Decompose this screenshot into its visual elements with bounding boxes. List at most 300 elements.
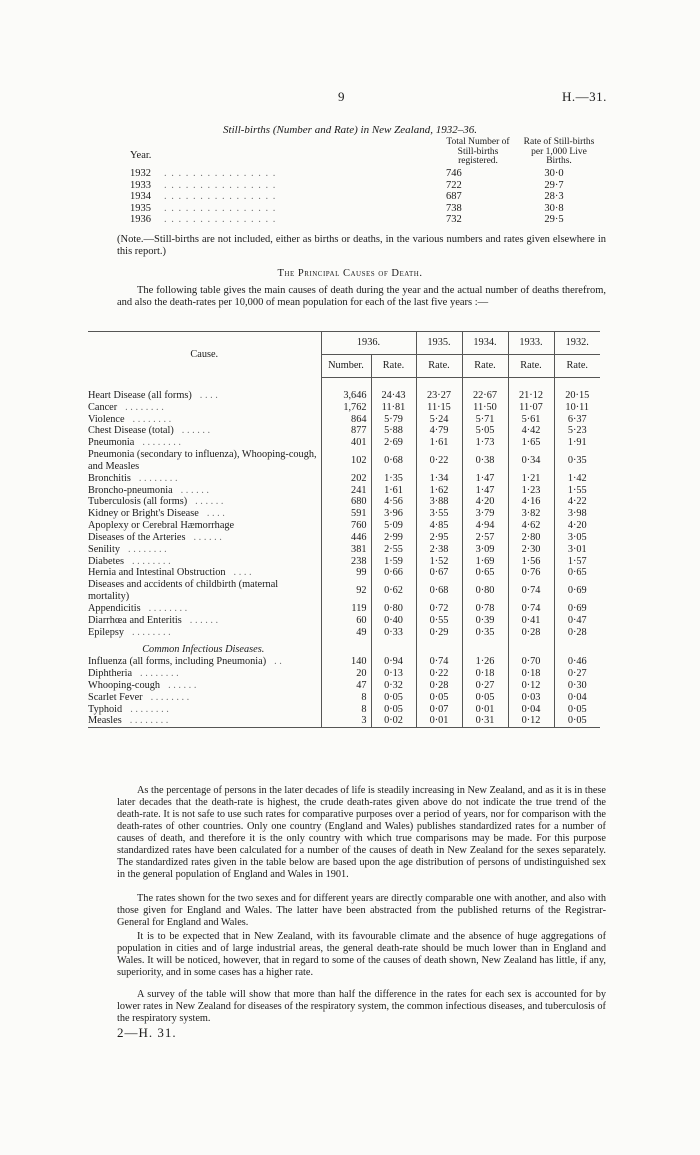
rate-cell: 0·62 [371,579,416,603]
stillbirths-title: Still-births (Number and Rate) in New Zealand, 1932–36. [223,124,477,136]
cause-label: Cancer [88,401,118,413]
number-cell: 746 [446,168,462,179]
document-reference: H.—31. [562,89,607,104]
number-cell: 238 [321,556,371,568]
cause-cell [88,704,321,716]
rate-cell: 1·65 [508,437,554,449]
cause-label: Violence [88,413,125,425]
cause-label: Diphtheria [88,668,133,680]
rate-cell: 0·32 [371,680,416,692]
cause-label: Appendicitis [88,602,141,614]
table-row [88,615,600,627]
rate-cell: 1·21 [508,473,554,485]
rate-cell: 0·01 [462,704,508,716]
table-row [88,390,600,402]
rate-cell: 3·01 [554,544,600,556]
rate-cell: 0·65 [462,567,508,579]
rate-cell: 0·05 [554,715,600,727]
cause-label: Kidney or Bright's Disease [88,508,199,520]
leader-dots: . . . . . . . . [138,472,178,484]
stillbirths-header [130,138,600,168]
leader-dots: . . . . . . [180,484,209,496]
cause-label: Bronchitis [88,472,131,484]
year-cell: 1932 [130,168,151,179]
rate-cell: 1·42 [554,473,600,485]
rate-cell: 2·99 [371,532,416,544]
number-cell: 99 [321,567,371,579]
rate-cell: 0·18 [462,668,508,680]
rate-cell: 29·7 [544,179,564,191]
rate-cell: 0·40 [371,615,416,627]
leader-dots: . . . . [199,390,218,401]
cause-cell [88,627,321,639]
rate-cell: 2·80 [508,532,554,544]
table-row [88,544,600,556]
rate-cell: 0·12 [508,680,554,692]
leader-dots: . . . . . . . . [129,715,169,727]
rate-cell: 4·16 [508,496,554,508]
rate-cell: 11·07 [508,402,554,414]
rate-cell: 0·55 [416,615,462,627]
leader-dots: . . . . . . [193,531,222,543]
rate-cell: 0·67 [416,567,462,579]
number-cell: 8 [321,704,371,716]
leader-dots: . . . . . . . . [132,626,171,638]
spacer-cell [554,378,600,391]
cause-cell [88,437,321,449]
rate-cell: 3·88 [416,496,462,508]
stillbirths-note: (Note.—Still-births are not included, either as births or deaths, in the various numbers and rates given elsewhere in this report.) [117,234,606,258]
rate-cell: 4·22 [554,496,600,508]
leader-dots: . . . . . . . . [142,437,181,449]
table-row [88,520,600,532]
table-row [88,508,600,520]
spacer-cell [371,378,416,391]
cause-cell [88,692,321,704]
rate-cell: 3·96 [371,508,416,520]
cause-label: Scarlet Fever [88,691,143,703]
cause-cell [88,567,321,579]
rate-cell: 0·68 [416,579,462,603]
page-number: 9 [338,89,345,104]
number-cell: 47 [321,680,371,692]
stillbirths-row [130,168,600,180]
rate-cell: 4·56 [371,496,416,508]
rate-cell: 0·29 [416,627,462,639]
cause-label: Broncho-pneumonia [88,484,173,496]
rate-cell: 0·70 [508,656,554,668]
rate-cell: 23·27 [416,390,462,402]
rate-cell: 11·15 [416,402,462,414]
rate-cell: 0·03 [508,692,554,704]
table-row [88,656,600,668]
number-cell: 877 [321,425,371,437]
rate-cell: 1·55 [554,485,600,497]
cause-cell [88,520,321,532]
leader-dots: . . . . . . . . [125,401,164,413]
rate-cell: 2·38 [416,544,462,556]
cause-cell [88,402,321,414]
leader-dots: . . . . . . . . [130,703,169,715]
rate-cell: 1·61 [371,485,416,497]
year-cell: 1933 [130,179,151,191]
leader-dots: . . . . . . . . . . . . . . . . [164,168,277,179]
rate-cell: 0·66 [371,567,416,579]
year-1932-header: 1932. [554,332,600,355]
rate-cell: 1·62 [416,485,462,497]
cause-label: Typhoid [88,703,123,715]
rate-cell: 1·61 [416,437,462,449]
rate-cell: 0·05 [371,692,416,704]
table-row [88,556,600,568]
empty-cell [321,644,371,656]
rate-cell: 1·52 [416,556,462,568]
cause-cell [88,508,321,520]
year-1934-header: 1934. [462,332,508,355]
cause-cell [88,496,321,508]
rate-cell: 0·18 [508,668,554,680]
spacer-row [88,378,600,391]
number-cell: 20 [321,668,371,680]
leader-dots: . . . . . . [189,614,219,626]
rate-cell: 22·67 [462,390,508,402]
number-cell: 680 [321,496,371,508]
rate-cell: 5·79 [371,414,416,426]
rate-cell: 0·35 [554,449,600,473]
rate-cell: 2·57 [462,532,508,544]
cause-cell [88,615,321,627]
rate-cell: 24·43 [371,390,416,402]
year-1935-header: 1935. [416,332,462,355]
leader-dots: . . . . . . . . . . . . . . . . [164,202,277,214]
rate-cell: 3·82 [508,508,554,520]
number-cell: 864 [321,414,371,426]
rate-cell: 4·85 [416,520,462,532]
table-row [88,704,600,716]
number-cell: 3 [321,715,371,727]
rate-cell: 0·34 [508,449,554,473]
spacer-cell [321,378,371,391]
table-row [88,668,600,680]
number-cell: 49 [321,627,371,639]
causes-of-death-table [88,331,600,728]
leader-dots: . . . . . . . . [128,543,167,555]
leader-dots: . . . . . . . . [132,555,171,567]
rate-cell: 0·46 [554,656,600,668]
cause-label: Tuberculosis (all forms) [88,496,188,508]
rate-cell: 0·05 [462,692,508,704]
number-cell: 446 [321,532,371,544]
rate-cell: 0·12 [508,715,554,727]
rate-cell: 0·47 [554,615,600,627]
sub-number-header: Number. [321,355,371,378]
leader-dots: . . . . [233,567,252,579]
rate-cell: 5·09 [371,520,416,532]
empty-cell [371,644,416,656]
rate-cell: 0·76 [508,567,554,579]
table-row [88,402,600,414]
rate-cell: 5·61 [508,414,554,426]
rate-cell: 2·55 [371,544,416,556]
cause-label: Apoplexy or Cerebral Hæmorrhage [88,520,235,532]
cause-label: Measles [88,715,122,727]
table-row [88,414,600,426]
infectious-section-title: Common Infectious Diseases. [142,644,265,656]
rate-cell: 5·23 [554,425,600,437]
rate-cell: 10·11 [554,402,600,414]
rate-cell: 30·8 [544,202,564,214]
leader-dots: . . . . . . [168,679,197,691]
cause-cell [88,668,321,680]
number-cell: 140 [321,656,371,668]
principal-causes-intro: The following table gives the main causes of death during the year and the actual number of deaths therefrom, and also the death-rates per 10,000 of mean population for each of the last five years :— [117,285,606,309]
rate-cell: 1·47 [462,473,508,485]
rate-cell: 1·23 [508,485,554,497]
cause-cell [88,544,321,556]
rate-cell: 1·59 [371,556,416,568]
empty-cell [554,644,600,656]
cause-cell [88,425,321,437]
rate-cell: 0·78 [462,603,508,615]
year-cell: 1934 [130,191,151,203]
leader-dots: . . . . . . . . . . . . . . . . [164,191,277,203]
cause-cell [88,449,321,473]
rate-cell: 11·50 [462,402,508,414]
rate-cell: 0·04 [508,704,554,716]
rate-cell: 1·34 [416,473,462,485]
rate-cell: 0·69 [554,603,600,615]
table-row [88,627,600,639]
rate-cell: 1·73 [462,437,508,449]
table-row [88,680,600,692]
sub-rate-header: Rate. [462,355,508,378]
cause-label: Diarrhœa and Enteritis [88,614,182,626]
rate-cell: 3·98 [554,508,600,520]
stillbirths-row [130,214,600,226]
cause-cell [88,414,321,426]
principal-causes-title: The Principal Causes of Death. [277,268,423,279]
table-row [88,579,600,603]
rate-cell: 3·09 [462,544,508,556]
page-signature: 2—H. 31. [117,1025,177,1040]
number-cell: 760 [321,520,371,532]
empty-cell [462,644,508,656]
sub-rate-header: Rate. [416,355,462,378]
rate-cell: 1·35 [371,473,416,485]
leader-dots: . . . . . . . . [132,413,172,425]
rate-cell: 11·81 [371,402,416,414]
rate-cell: 0·72 [416,603,462,615]
rate-cell: 6·37 [554,414,600,426]
cause-label: Senility [88,543,121,555]
cause-label: Diseases of the Arteries [88,531,186,543]
sub-rate-header: Rate. [371,355,416,378]
number-cell: 60 [321,615,371,627]
cause-label: Chest Disease (total) [88,425,174,437]
table-row [88,485,600,497]
rate-cell: 3·55 [416,508,462,520]
rate-cell: 29·5 [544,214,564,226]
rate-cell: 2·30 [508,544,554,556]
cause-label: Pneumonia [88,437,135,449]
rate-cell: 0·80 [371,603,416,615]
rate-cell: 30·0 [544,168,564,179]
number-cell: 102 [321,449,371,473]
number-cell: 687 [446,191,462,203]
rate-cell: 0·22 [416,668,462,680]
rate-cell: 4·42 [508,425,554,437]
table-row [88,473,600,485]
rate-cell: 5·24 [416,414,462,426]
rate-cell: 0·02 [371,715,416,727]
cause-label: Epilepsy [88,626,125,638]
rate-cell: 0·38 [462,449,508,473]
rate-cell: 0·13 [371,668,416,680]
rate-cell: 0·05 [371,704,416,716]
rate-cell: 3·05 [554,532,600,544]
cause-cell [88,603,321,615]
cause-label: Whooping-cough [88,679,161,691]
paragraph-survey: A survey of the table will show that more than half the difference in the rates for each sex is accounted for by lower rates in New Zealand for diseases of the respiratory system, the common infectious diseases, and tuberculosis of the respiratory system. [117,989,606,1025]
empty-cell [416,644,462,656]
table-row [88,437,600,449]
rate-cell: 0·80 [462,579,508,603]
spacer-cell [462,378,508,391]
table-row [88,532,600,544]
number-cell: 738 [446,202,462,214]
number-cell: 119 [321,603,371,615]
leader-dots: . . . . . . [181,425,211,437]
table-row [88,692,600,704]
rate-cell: 0·30 [554,680,600,692]
stillbirths-row [130,180,600,192]
rate-cell: 5·71 [462,414,508,426]
table-row [88,496,600,508]
sub-rate-header: Rate. [508,355,554,378]
number-cell: 8 [321,692,371,704]
number-cell: 3,646 [321,390,371,402]
number-cell: 202 [321,473,371,485]
year-cell: 1935 [130,202,151,214]
rate-cell: 0·74 [508,603,554,615]
col-cause-header: Cause. [88,332,321,378]
spacer-cell [508,378,554,391]
cause-cell [88,715,321,727]
sub-rate-header: Rate. [554,355,600,378]
rate-cell: 1·57 [554,556,600,568]
leader-dots: . . . . [206,508,225,520]
leader-dots: . . [274,656,282,668]
stillbirths-table [130,138,600,226]
leader-dots: . . . . . . [195,496,224,508]
rate-cell: 0·22 [416,449,462,473]
rate-cell: 3·79 [462,508,508,520]
rate-cell: 0·05 [416,692,462,704]
paragraph-comparability: The rates shown for the two sexes and for different years are directly comparable one with another, and also with those given for England and Wales. The latter have been abstracted from the published returns of the Registrar-General for England and Wales. [117,893,606,929]
number-cell: 722 [446,179,462,191]
cause-cell [88,579,321,603]
number-cell: 401 [321,437,371,449]
rate-cell: 4·20 [554,520,600,532]
rate-cell: 20·15 [554,390,600,402]
cause-cell [88,390,321,402]
col-number-header: Total Number of Still-births registered. [446,137,510,166]
leader-dots: . . . . . . . . [140,668,179,680]
leader-dots: . . . . . . . . . . . . . . . . [164,214,277,226]
rate-cell: 4·20 [462,496,508,508]
rate-cell: 0·28 [416,680,462,692]
spacer-cell [416,378,462,391]
cause-label: Influenza (all forms, including Pneumonia) [88,656,267,668]
rate-cell: 0·39 [462,615,508,627]
empty-cell [508,644,554,656]
rate-cell: 1·56 [508,556,554,568]
rate-cell: 0·28 [554,627,600,639]
cause-label: Heart Disease (all forms) [88,390,192,401]
rate-cell: 0·07 [416,704,462,716]
table-row [88,715,600,727]
paragraph-expectation: It is to be expected that in New Zealand, with its favourable climate and the absence of huge aggregations of population in cities and of large industrial areas, the general death-rate should be much lower than in England and Wales. It will be noticed, however, that in regard to some of the causes of death shown, New Zealand has little, if any, superiority, and in some cases has a higher rate. [117,931,606,979]
leader-dots: . . . . . . . . [148,602,188,614]
number-cell: 1,762 [321,402,371,414]
rate-cell: 0·41 [508,615,554,627]
rate-cell: 0·28 [508,627,554,639]
number-cell: 381 [321,544,371,556]
rate-cell: 0·65 [554,567,600,579]
rate-cell: 5·88 [371,425,416,437]
stillbirths-row [130,203,600,215]
rate-cell: 0·01 [416,715,462,727]
cause-label: Diabetes [88,555,125,567]
cause-cell [88,473,321,485]
rate-cell: 1·47 [462,485,508,497]
cause-cell [88,532,321,544]
rate-cell: 0·74 [416,656,462,668]
rate-cell: 21·12 [508,390,554,402]
rate-cell: 0·68 [371,449,416,473]
rate-cell: 2·95 [416,532,462,544]
leader-dots: . . . . . . . . [150,691,190,703]
table-row [88,449,600,473]
number-cell: 732 [446,214,462,226]
year-1936-header: 1936. [321,332,416,355]
rate-cell: 1·69 [462,556,508,568]
table-row [88,425,600,437]
year-cell: 1936 [130,214,151,226]
cause-cell [88,556,321,568]
rate-cell: 0·27 [554,668,600,680]
cause-cell [88,656,321,668]
col-year-header: Year. [130,150,152,161]
rate-cell: 0·94 [371,656,416,668]
section-header-row [88,644,600,656]
rate-cell: 0·35 [462,627,508,639]
rate-cell: 0·69 [554,579,600,603]
rate-cell: 0·04 [554,692,600,704]
number-cell: 591 [321,508,371,520]
cause-cell [88,485,321,497]
cause-cell [88,680,321,692]
col-rate-header: Rate of Still-births per 1,000 Live Births. [523,137,595,166]
rate-cell: 0·33 [371,627,416,639]
rate-cell: 0·27 [462,680,508,692]
rate-cell: 2·69 [371,437,416,449]
rate-cell: 1·26 [462,656,508,668]
rate-cell: 4·79 [416,425,462,437]
rate-cell: 1·91 [554,437,600,449]
table-row [88,567,600,579]
rate-cell: 28·3 [544,191,564,203]
